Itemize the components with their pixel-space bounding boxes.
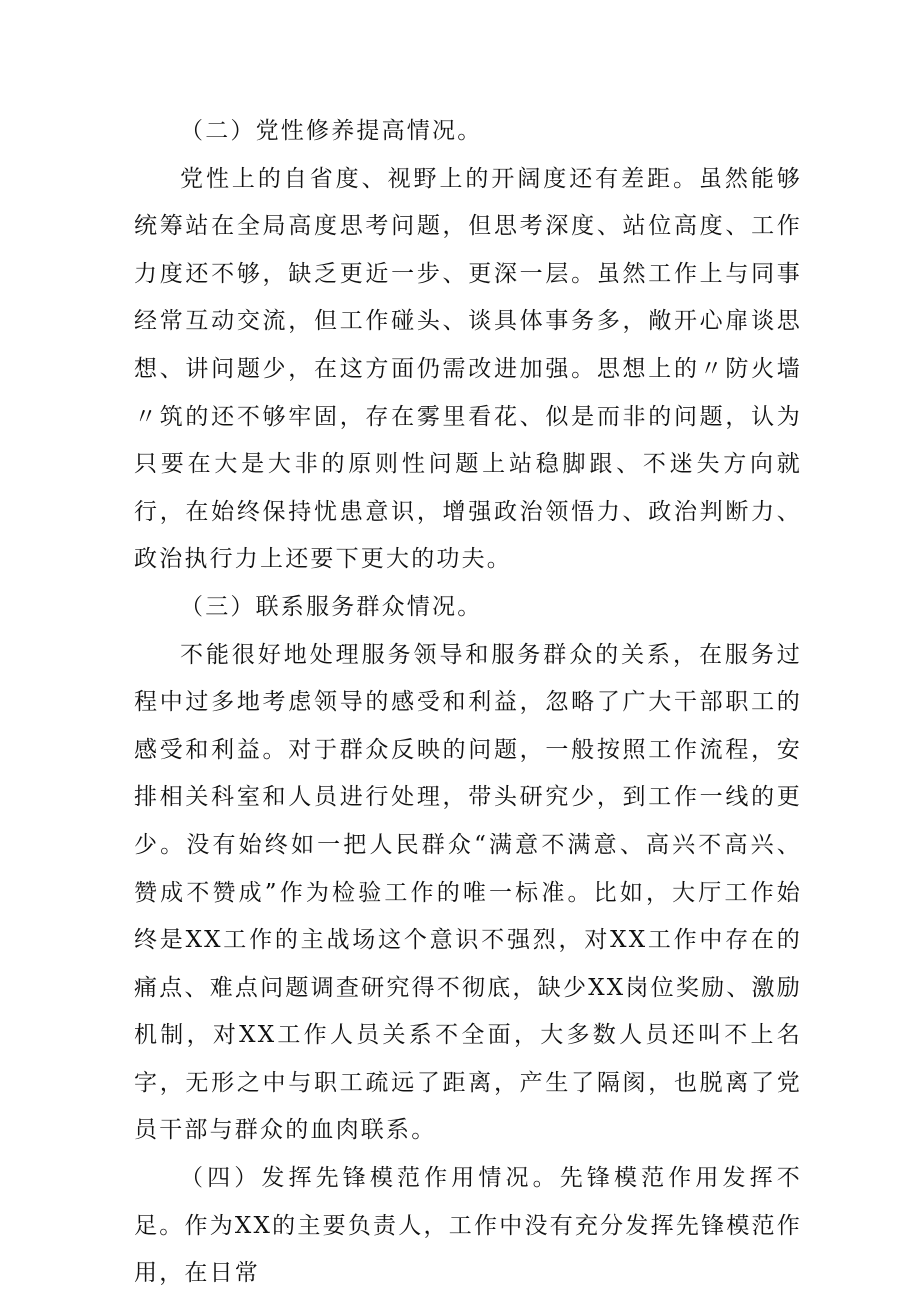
section-two-paragraph: 党性上的自省度、视野上的开阔度还有差距。虽然能够统筹站在全局高度思考问题，但思考深度、站位高度、工作力度还不够，缺乏更近一步、更深一层。虽然工作上与同事经常互动交流，但工作碰头、谈具体事务多，敞开心扉谈思想、讲问题少，在这方面仍需改进加强。思想上的〃防火墙〃筑的还不够牢固，存在雾里看花、似是而非的问题，认为只要在大是大非的原则性问题上站稳脚跟、不迷失方向就行，在始终保持忧患意识，增强政治领悟力、政治判断力、政治执行力上还要下更大的功夫。: [134, 165, 802, 573]
section-four-paragraph: （四）发挥先锋模范作用情况。先锋模范作用发挥不足。作为XX的主要负责人，工作中没有充分发挥先锋模范作用，在日常: [134, 1165, 802, 1287]
section-three-paragraph: 不能很好地处理服务领导和服务群众的关系，在服务过程中过多地考虑领导的感受和利益，忽略了广大干部职工的感受和利益。对于群众反映的问题，一般按照工作流程，安排相关科室和人员进行处理，带头研究少，到工作一线的更少。没有始终如一把人民群众“满意不满意、高兴不高兴、赞成不赞成”作为检验工作的唯一标准。比如，大厅工作始终是XX工作的主战场这个意识不强烈，对XX工作中存在的痛点、难点问题调查研究得不彻底，缺少XX岗位奖励、激励机制，对XX工作人员关系不全面，大多数人员还叫不上名字，无形之中与职工疏远了距离，产生了隔阂，也脱离了党员干部与群众的血肉联系。: [134, 641, 802, 1144]
section-two-heading: （二）党性修养提高情况。: [180, 118, 483, 144]
document-body: [134, 108, 802, 1298]
section-three-heading: （三）联系服务群众情况。: [180, 593, 483, 620]
